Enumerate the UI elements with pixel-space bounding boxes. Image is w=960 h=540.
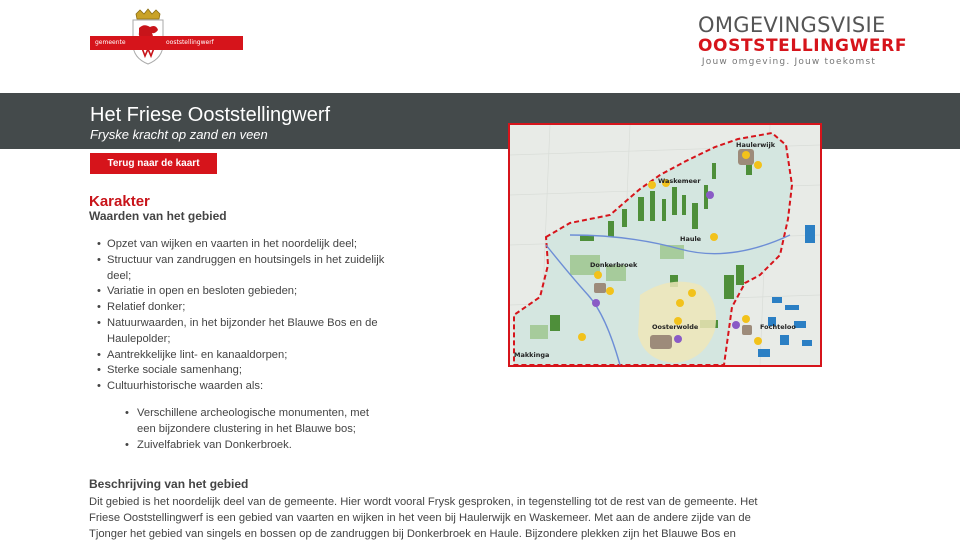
logo-right-text: ooststellingwerf [166,39,214,46]
list-item: • Relatief donker; [107,300,397,316]
list-item: • Cultuurhistorische waarden als: [107,379,397,395]
municipality-logo[interactable] [90,36,243,50]
brand-line-2: OOSTSTELLINGWERF [698,36,908,56]
map-label-haule: Haule [680,235,702,243]
map-label-fochteloo: Fochteloo [760,323,796,331]
list-item: • Verschillene archeologische monumenten, met een bijzondere clustering in het Blauwe bos; [137,406,387,438]
list-item: • Structuur van zandruggen en houtsingels in het zuidelijk deel; [107,253,397,285]
list-item: • Natuurwaarden, in het bijzonder het Blauwe Bos en de Haulepolder; [107,316,397,348]
map-label-donkerbroek: Donkerbroek [590,261,638,269]
map-label-makkinga: Makkinga [514,351,550,359]
map-canvas [510,125,820,365]
list-item: • Aantrekkelijke lint- en kanaaldorpen; [107,348,397,364]
brand-tagline: Jouw omgeving. Jouw toekomst [701,57,877,67]
list-item: • Sterke sociale samenhang; [107,363,397,379]
section-subheading: Waarden van het gebied [89,209,227,223]
area-map[interactable] [508,123,822,367]
list-item: • Opzet van wijken en vaarten in het noordelijk deel; [107,237,397,253]
description-heading: Beschrijving van het gebied [89,477,249,491]
brand-line-1: OMGEVINGSVISIE [698,13,886,37]
description-text: Dit gebied is het noordelijk deel van de gemeente. Hier wordt vooral Frysk gesproken, in tegenstelling tot de rest van de gemeente. Het Friese Ooststellingwerf is een gebied van vaarten en wijken in het veen bij Haulerwijk en Waskemeer. Met aan de andere zijde van de Tjonger het gebied van singels en bossen op de zandruggen bij Donkerbroek en Haule. Bijzondere plekken zijn het Blauwe Bos en [89,496,758,540]
list-item: • Variatie in open en besloten gebieden; [107,284,397,300]
values-list [107,237,397,395]
page-subtitle: Fryske kracht op zand en veen [90,127,268,142]
page-title: Het Friese Ooststellingwerf [90,104,331,126]
omgevingsvisie-brand[interactable] [698,13,908,68]
back-to-map-button[interactable]: Terug naar de kaart [90,153,217,174]
map-label-waskemeer: Waskemeer [658,177,701,185]
logo-left-text: gemeente [95,39,126,46]
section-heading: Karakter [89,193,150,210]
list-item: • Zuivelfabriek van Donkerbroek. [137,438,387,454]
heritage-sublist [137,406,387,453]
map-label-oosterwolde: Oosterwolde [652,323,699,331]
map-label-haulerwijk: Haulerwijk [736,141,776,149]
